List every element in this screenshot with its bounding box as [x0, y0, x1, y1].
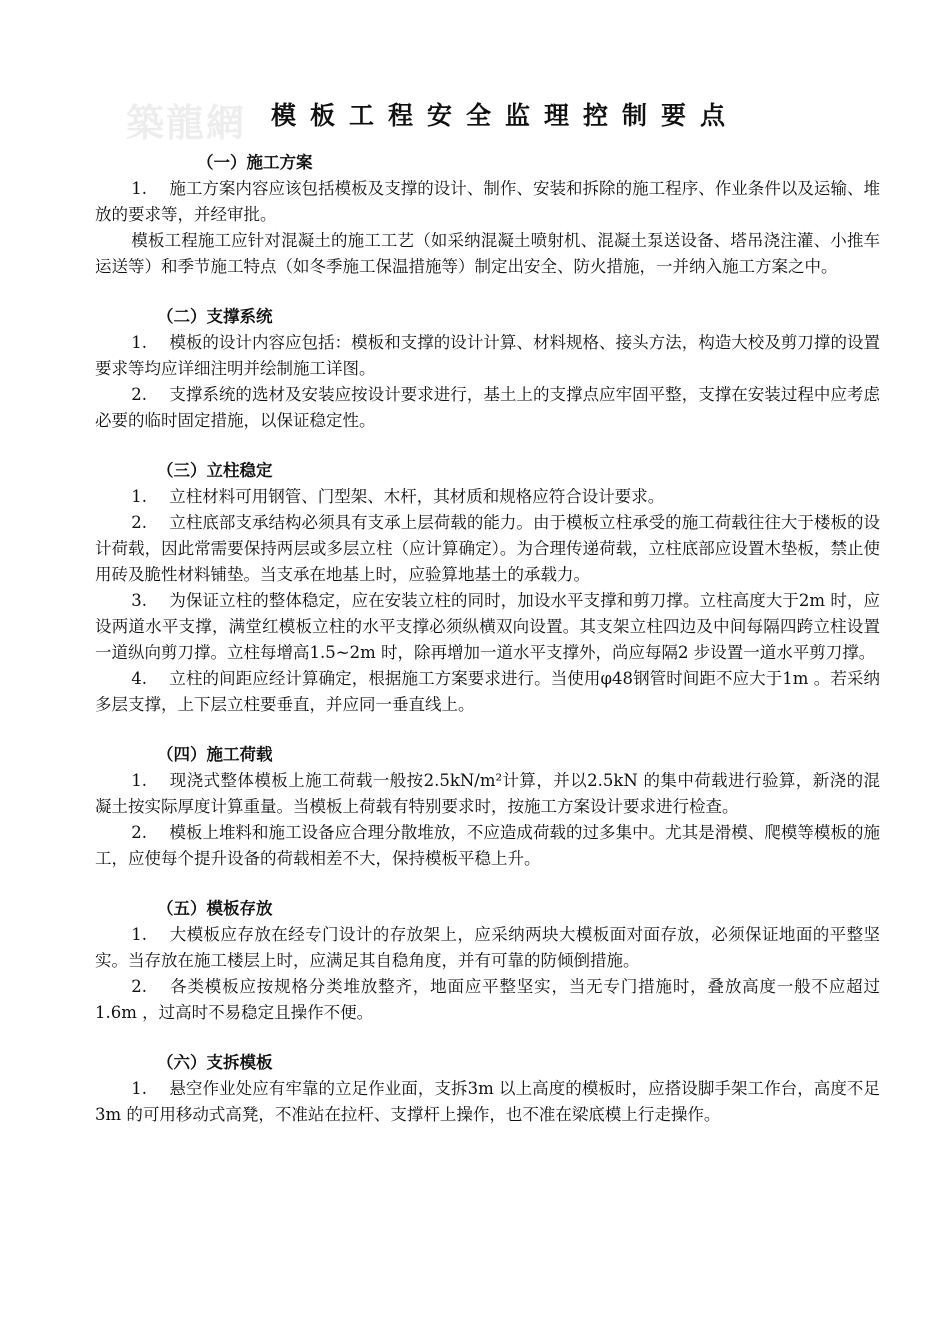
watermark-logo: 築龍網 [126, 100, 247, 145]
paragraph [95, 768, 880, 820]
paragraph [95, 330, 880, 382]
paragraph-text: 各类模板应按规格分类堆放整齐，地面应平整坚实，当无专门措施时，叠放高度一般不应超过1.6m ，过高时不易稳定且操作不便。 [95, 977, 880, 1022]
item-number: 1. [131, 487, 148, 506]
paragraph-text: 支撑系统的选材及安装应按设计要求进行，基土上的支撑点应牢固平整，支撑在安装过程中应考虑必要的临时固定措施，以保证稳定性。 [95, 385, 880, 430]
section-heading-6: （六）支拆模板 [157, 1053, 273, 1072]
paragraph-text: 现浇式整体模板上施工荷载一般按2.5kN/m²计算，并以2.5kN 的集中荷载进行验算，新浇的混凝土按实际厚度计算重量。当模板上荷载有特别要求时，按施工方案设计要求进行检查。 [95, 771, 880, 816]
paragraph: 模板工程施工应针对混凝土的施工工艺（如采纳混凝土喷射机、混凝土泵送设备、塔吊浇注灌、小推车运送等）和季节施工特点（如冬季施工保温措施等）制定出安全、防火措施，一并纳入施工方案之中。 [95, 231, 880, 276]
item-number: 1. [131, 925, 148, 944]
section-heading-1: （一）施工方案 [197, 153, 313, 172]
paragraph [95, 484, 880, 510]
page-title: 模板工程安全监理控制要点 [270, 101, 739, 130]
item-number: 1. [131, 1079, 148, 1098]
item-number: 1. [131, 333, 148, 352]
paragraph [95, 176, 880, 228]
item-number: 1. [131, 179, 148, 198]
item-number: 2. [131, 823, 148, 842]
paragraph-text: 模板上堆料和施工设备应合理分散堆放，不应造成荷载的过多集中。尤其是滑模、爬模等模板的施工，应使每个提升设备的荷载相差不大，保持模板平稳上升。 [95, 823, 880, 868]
item-number: 1. [131, 771, 148, 790]
paragraph [95, 510, 880, 588]
paragraph-text: 模板的设计内容应包括：模板和支撑的设计计算、材料规格、接头方法，构造大校及剪刀撑的设置要求等均应详细注明并绘制施工详图。 [95, 333, 880, 378]
paragraph [95, 820, 880, 872]
paragraph-text: 施工方案内容应该包括模板及支撑的设计、制作、安装和拆除的施工程序、作业条件以及运输、堆放的要求等，并经审批。 [95, 179, 880, 224]
paragraph [95, 382, 880, 434]
section-heading-4: （四）施工荷载 [157, 745, 273, 764]
paragraph [95, 666, 880, 718]
document-body [95, 150, 880, 1128]
item-number: 2. [131, 513, 148, 532]
paragraph-text: 悬空作业处应有牢靠的立足作业面，支拆3m 以上高度的模板时，应搭设脚手架工作台，高度不足3m 的可用移动式高凳，不准站在拉杆、支撑杆上操作，也不准在梁底模上行走操作。 [95, 1079, 880, 1124]
paragraph-text: 立柱材料可用钢管、门型架、木杆，其材质和规格应符合设计要求。 [169, 487, 665, 506]
paragraph [95, 922, 880, 974]
paragraph [95, 1076, 880, 1128]
section-heading-2: （二）支撑系统 [157, 307, 273, 326]
item-number: 4. [131, 669, 148, 688]
paragraph-text: 立柱的间距应经计算确定，根据施工方案要求进行。当使用φ48钢管时间距不应大于1m 。若采纳多层支撑，上下层立柱要垂直，并应同一垂直线上。 [95, 669, 880, 714]
paragraph-text: 立柱底部支承结构必须具有支承上层荷载的能力。由于模板立柱承受的施工荷载往往大于楼板的设计荷载，因此常需要保持两层或多层立柱（应计算确定）。为合理传递荷载，立柱底部应设置木垫板，禁止使用砖及脆性材料铺垫。当支承在地基上时，应验算地基土的承载力。 [95, 513, 880, 584]
section-heading-3: （三）立柱稳定 [157, 461, 273, 480]
paragraph-text: 大模板应存放在经专门设计的存放架上，应采纳两块大模板面对面存放，必须保证地面的平整坚实。当存放在施工楼层上时，应满足其自稳角度，并有可靠的防倾倒措施。 [95, 925, 880, 970]
item-number: 2. [131, 977, 148, 996]
paragraph-text: 为保证立柱的整体稳定，应在安装立柱的同时，加设水平支撑和剪刀撑。立柱高度大于2m 时，应设两道水平支撑，满堂红模板立柱的水平支撑必须纵横双向设置。其支架立柱四边及中间每隔四跨立柱设置一道纵向剪刀撑。立柱每增高1.5~2m 时，除再增加一道水平支撑外，尚应每隔2 步设置一道水平剪刀撑。 [95, 591, 880, 662]
paragraph [95, 588, 880, 666]
paragraph [95, 974, 880, 1026]
item-number: 2. [131, 385, 148, 404]
section-heading-5: （五）模板存放 [157, 899, 273, 918]
item-number: 3. [131, 591, 148, 610]
